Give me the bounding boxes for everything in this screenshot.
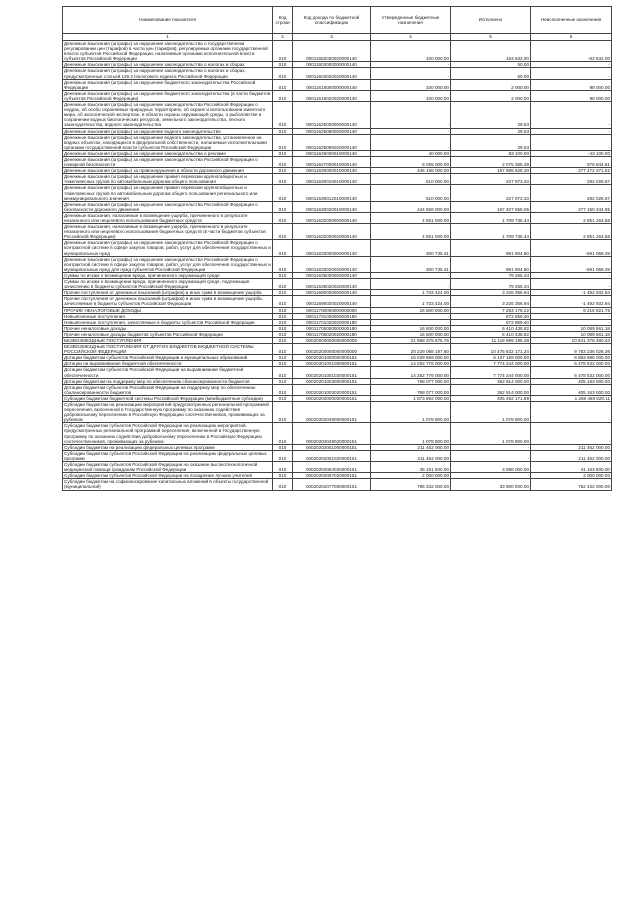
row-name: Денежные взыскания (штрафы) за нарушение законодательства Российской Федерации о контрактной системе в сфере закупок товаров, работ, услуг для обеспечения государственных и муниципальных нужд [64,240,271,256]
row-name: БЕЗВОЗМЕЗДНЫЕ ПОСТУПЛЕНИЯ [63,337,273,343]
row-executed: 872 859.40 [451,319,531,325]
row-remaining: 10 841 376 480.43 [531,337,612,343]
table-row [63,402,612,423]
row-line-code: 010 [273,185,293,201]
row-remaining: 98 000.00 [531,90,612,101]
row-name: Денежные взыскания (штрафы) за нарушение законодательства о налогах и сборах, предусмотренные статьей 129.2 Налогового кодекса Российской Федерации [63,68,273,79]
row-executed: 1 078 800.00 [451,423,531,444]
row-line-code: 010 [273,423,293,444]
row-line-code: 010 [273,102,293,128]
row-line-code: 010 [273,41,293,62]
row-kbk: 00020202000000000151 [293,395,371,401]
table-row [63,174,612,185]
row-line-code: 010 [273,168,293,174]
row-executed: 29.53 [451,128,531,134]
row-approved: 4 561 000.00 [371,224,451,240]
table-row [63,224,612,240]
table-row [63,423,612,444]
row-kbk: 00011705020020000180 [293,331,371,337]
row-executed: 7 774 244 000.00 [451,367,531,378]
row-executed: 11 118 999 195.38 [451,337,531,343]
row-name: Денежные взыскания (штрафы) за нарушение бюджетного законодательства Российской Федерации [63,79,273,90]
row-kbk: 00011625085020000140 [293,134,371,150]
row-executed: 163 632.00 [451,41,531,62]
row-kbk: 00020000000000000000 [293,337,371,343]
row-remaining: 277 150 344.95 [531,201,612,212]
row-remaining: 405 163 000.00 [531,378,612,384]
row-name: Дотации бюджетам на поддержку мер по обеспечению сбалансированности бюджетов [63,378,273,384]
row-name: Субсидии бюджетам на софинансирование капитальных вложений в объекты государственной (муниципальной) [63,479,273,490]
row-executed: 3 226 356.94 [451,290,531,296]
row-executed: 991 804.60 [451,256,531,272]
row-name: Денежные взыскания (штрафы) за нарушение законодательства Российской Федерации о пожарной безопасности [63,156,273,167]
column-number: 5 [451,34,531,41]
row-approved: 8 055 000.00 [371,156,451,167]
row-kbk: 00011627000010000140 [293,156,371,167]
table-row [63,462,612,473]
row-remaining: - [531,68,612,79]
row-kbk: 00011630010010000140 [293,174,371,185]
row-kbk: 00011630020010000140 [293,201,371,212]
row-kbk: 00020202067020000151 [293,473,371,479]
row-name: Денежные взыскания (штрафы) за нарушение водного законодательства [63,128,273,134]
row-executed: 6 410 438.82 [451,331,531,337]
row-approved: 14 252 776 000.00 [371,367,451,378]
row-kbk: 00020202077000000151 [293,479,371,490]
table-row [63,479,612,490]
row-kbk: 00011625080000000140 [293,128,371,134]
row-line-code: 010 [273,325,293,331]
row-remaining: 1 268 469 828.11 [531,395,612,401]
row-approved: 211 462 000.00 [371,444,451,450]
row-kbk: 00020201001020000151 [293,367,371,378]
row-executed: 167 407 655.05 [451,201,531,212]
row-line-code: 010 [273,395,293,401]
row-line-code: 010 [273,367,293,378]
row-approved: 444 558 000.00 [371,201,451,212]
row-approved: 100 000.00 [371,41,451,62]
row-approved: - [371,128,451,134]
row-executed: 2 000.00 [451,79,531,90]
column-number: 3 [293,34,371,41]
table-row [63,296,612,307]
row-approved: - [371,68,451,79]
row-approved: 4 561 000.00 [371,212,451,223]
column-number: 2 [273,34,293,41]
row-executed: 405 492 171.89 [451,395,531,401]
row-executed: 3 998 000.00 [451,462,531,473]
row-kbk: 00011603020020000140 [293,68,371,79]
row-line-code: 010 [273,361,293,367]
row-remaining: 282 026.67 [531,174,612,185]
row-approved: 768 077 000.00 [371,384,451,395]
row-approved: - [371,313,451,319]
row-executed: 2 000.00 [451,90,531,101]
row-approved: 2 000 000.00 [371,473,451,479]
row-line-code: 010 [273,378,293,384]
row-kbk: 00020202051000000151 [293,444,371,450]
header-line-code: Код строки [273,7,293,34]
row-name: Субсидии бюджетам субъектов Российской Федерации на реализацию мероприятий, предусмотренных региональной программой переселения, включенной в Государственную программу по оказанию содействия добровольному переселению в Российскую Федерацию соотечественников, проживающих за рубежом [63,423,273,444]
column-number: 6 [531,34,612,41]
row-kbk: 00020201000000000151 [293,355,371,361]
row-executed: 29.53 [451,134,531,150]
row-remaining: 6 478 532 000.00 [531,361,612,367]
row-kbk: 00011701000000000180 [293,313,371,319]
row-kbk: 00020202049000000151 [293,402,371,423]
row-kbk: 00020202051020000151 [293,450,371,461]
row-name: Субсидии бюджетам бюджетной системы Российской Федерации (межбюджетные субсидии) [63,395,273,401]
row-executed: 7 774 244 000.00 [451,361,531,367]
row-remaining: 9 753 236 026.36 [531,344,612,355]
row-line-code: 010 [273,402,293,423]
row-kbk: 00011603000000000140 [293,62,371,68]
row-kbk: 00020201001000000151 [293,361,371,367]
row-kbk: 00011632000020000140 [293,224,371,240]
row-executed: 167 685 628.30 [451,168,531,174]
row-kbk: 00011635000000000140 [293,272,371,278]
row-kbk: 00011690020020000140 [293,296,371,307]
row-line-code: 010 [273,313,293,319]
row-line-code: 010 [273,201,293,212]
row-kbk: 00020201003020000151 [293,384,371,395]
row-approved: - [371,279,451,290]
row-name: Прочие поступления от денежных взысканий (штрафов) и иных сумм в возмещение ущерба, зачисляемые в бюджеты субъектов Российской Федерации [63,296,273,307]
row-approved: 20 229 068 197.60 [371,344,451,355]
row-remaining: 211 462 000.00 [531,444,612,450]
row-remaining: - [531,128,612,134]
row-name: Дотации бюджетам субъектов Российской Федерации и муниципальных образований [63,355,273,361]
row-remaining: 10 089 561.18 [531,331,612,337]
row-kbk: 00011618000000000140 [293,79,371,90]
row-kbk: 00011625000000000140 [293,102,371,128]
row-approved: 45 161 500.00 [371,462,451,473]
row-name: Субсидии бюджетам на реализацию мероприятий предусмотренных региональной программой переселения, включенной в Государственную программу по оказанию содействия добровольному переселению в Российскую Федерацию соотечественников, проживающих за рубежом [63,402,273,423]
row-remaining: 6 883 695 000.00 [531,355,612,361]
table-row [63,367,612,378]
row-executed: 50.00 [451,62,531,68]
row-approved: 100 000.00 [371,79,451,90]
row-kbk: 00011626000010000140 [293,150,371,156]
row-remaining: - [531,402,612,423]
row-executed: 1 709 735.44 [451,212,531,223]
row-remaining: -1 492 932.94 [531,296,612,307]
header-executed: Исполнено [451,7,531,34]
row-remaining: 10 089 561.18 [531,325,612,331]
row-name: Субсидии бюджетам субъектов Российской Федерации на реализацию федеральных целевых программ [63,450,273,461]
row-line-code: 010 [273,462,293,473]
row-kbk: 00011630000010000140 [293,168,371,174]
row-kbk: 00011700000000000000 [293,307,371,313]
row-remaining: - [531,62,612,68]
row-kbk: 00020202054020000151 [293,462,371,473]
table-row [63,212,612,223]
row-approved: 786 332 000.00 [371,479,451,490]
row-executed: - [451,450,531,461]
row-name: Денежные взыскания, налагаемые в возмещение ущерба, причиненного в результате незаконного или нецелевого использования бюджетных средств (в части бюджетов субъектов Российской Федерации) [63,224,273,240]
table-row [63,102,612,128]
row-remaining: 2 851 264.56 [531,212,612,223]
table-row [63,68,612,79]
row-line-code: 010 [273,79,293,90]
row-name: Прочие поступления от денежных взысканий (штрафов) и иных сумм в возмещение ущерба [63,290,273,296]
row-approved: 510 000.00 [371,185,451,201]
row-line-code: 010 [273,240,293,256]
row-approved: 14 252 776 000.00 [371,361,451,367]
row-approved: 21 958 375 675.76 [371,337,451,343]
table-row [63,450,612,461]
row-approved: 16 500 000.00 [371,307,451,313]
row-kbk: 00020200000000000000 [293,344,371,355]
row-name: Невыясненные поступления [63,313,273,319]
row-remaining: - [531,313,612,319]
row-executed: 362 914 000.00 [451,378,531,384]
row-name: Дотации бюджетам субъектов Российской Федерации на выравнивание бюджетной обеспеченности [63,367,273,378]
table-row [63,344,612,355]
row-remaining: -63 632.00 [531,41,612,62]
row-line-code: 010 [273,355,293,361]
row-line-code: 010 [273,384,293,395]
row-line-code: 010 [273,479,293,490]
row-line-code: 010 [273,450,293,461]
row-executed: 79 265.34 [451,279,531,290]
row-remaining: - [531,279,612,290]
row-executed: 362 914 000.00 [451,384,531,395]
row-kbk: 00011690000000000140 [293,290,371,296]
row-name: Суммы по искам о возмещении вреда, причиненного окружающей среде, подлежащие зачислению в бюджеты субъектов Российской Федерации [63,279,273,290]
row-name: Денежные взыскания, налагаемые в возмещение ущерба, причиненного в результате незаконного или нецелевого использования бюджетных средств [63,212,273,223]
row-remaining: -691 069.29 [531,240,612,256]
table-header-row [63,7,612,34]
row-name: Субсидии бюджетам на реализацию федеральных целевых программ [63,444,273,450]
row-name: Денежные взыскания (штрафы) за нарушение правил перевозки крупногабаритных и тяжеловесных грузов по автомобильным дорогам общего пользования [63,174,273,185]
row-executed: 33 900 000.00 [451,479,531,490]
row-remaining: - [531,134,612,150]
column-number: 1 [63,34,273,41]
row-line-code: 010 [273,90,293,101]
header-kbk: Код дохода по бюджетной классификации [293,7,371,34]
row-name: Прочие неналоговые доходы [63,325,273,331]
row-remaining: -43 100.00 [531,150,612,156]
row-executed: 6 410 438.82 [451,325,531,331]
row-approved: 1 873 892 000.00 [371,395,451,401]
row-kbk: 00011701020020000180 [293,319,371,325]
row-remaining: - [531,272,612,278]
row-remaining: 282 026.67 [531,185,612,201]
table-row [63,185,612,201]
row-line-code: 010 [273,279,293,290]
row-approved: 1 078 800.00 [371,402,451,423]
row-approved: 40 000.00 [371,150,451,156]
row-name: Денежные взыскания (штрафы) за нарушение бюджетного законодательства (в части бюджетов субъектов Российской Федерации) [63,90,273,101]
row-line-code: 010 [273,290,293,296]
row-line-code: 010 [273,62,293,68]
row-line-code: 010 [273,150,293,156]
row-approved: 1 733 424.00 [371,290,451,296]
row-name: Субсидии бюджетам субъектов Российской Федерации на оказание высокотехнологичной медицинской помощи гражданам Российской Федерации [63,462,273,473]
row-line-code: 010 [273,296,293,307]
row-line-code: 010 [273,256,293,272]
row-remaining: - [531,423,612,444]
row-approved: 1 733 424.00 [371,296,451,307]
row-approved: 16 500 000.00 [371,331,451,337]
row-name: БЕЗВОЗМЕЗДНЫЕ ПОСТУПЛЕНИЯ ОТ ДРУГИХ БЮДЖЕТОВ БЮДЖЕТНОЙ СИСТЕМЫ РОССИЙСКОЙ ФЕДЕРАЦИИ [63,344,273,355]
row-executed: 50.00 [451,68,531,79]
row-remaining: 752 432 000.00 [531,479,612,490]
row-approved: 100 000.00 [371,90,451,101]
column-number-row [63,34,612,41]
row-line-code: 010 [273,307,293,313]
row-executed: - [451,444,531,450]
table-body [63,41,612,491]
row-name: Денежные взыскания (штрафы) за нарушение законодательства Российской Федерации о контрактной системе в сфере закупок товаров, работ, услуг для обеспечения государственных и муниципальных нужд для нужд субъектов Российской Федерации [64,256,271,272]
row-line-code: 010 [273,174,293,185]
row-executed: 2 075 365.39 [451,156,531,167]
row-line-code: 010 [273,224,293,240]
row-line-code: 010 [273,444,293,450]
row-kbk: 00011632000000000140 [293,212,371,223]
row-approved: 768 077 000.00 [371,378,451,384]
table-row [63,134,612,150]
row-kbk: 00011630012010000140 [293,185,371,201]
row-kbk: 00011618020020000140 [293,90,371,101]
row-approved: 211 462 000.00 [371,450,451,461]
row-executed: 1 078 800.00 [451,402,531,423]
header-approved: Утвержденные бюджетные назначения [371,7,451,34]
row-remaining: 405 163 000.00 [531,384,612,395]
table-row [63,384,612,395]
row-approved: 300 735.31 [371,240,451,256]
row-line-code: 010 [273,68,293,79]
table-row [63,201,612,212]
row-approved: 300 735.31 [371,256,451,272]
row-line-code: 010 [273,272,293,278]
table-row [63,90,612,101]
row-name: Денежные взыскания (штрафы) за нарушение законодательства Российской Федерации о безопасности дорожного движения [63,201,273,212]
row-name: ПРОЧИЕ НЕНАЛОГОВЫЕ ДОХОДЫ [63,307,273,313]
row-approved: 15 029 859 000.00 [371,355,451,361]
row-name: Денежные взыскания (штрафы) за нарушение законодательства о рекламе [63,150,273,156]
row-executed: 227 973.33 [451,185,531,201]
row-kbk: 00011652030020000140 [293,41,371,62]
row-name: Денежные взыскания (штрафы) за нарушение законодательства о государственном регулировании цен (тарифов) в части цен (тарифов), регулируемых органами государственной власти субъектов Российской Федерации, налагаемые органами исполнительной власти субъектов Российской Федерации [63,41,273,62]
table-row [63,156,612,167]
row-name: Прочие неналоговые доходы бюджетов субъектов Российской Федерации [63,331,273,337]
table-row [63,256,612,272]
row-kbk: 00011633000000000140 [293,240,371,256]
row-name: Субсидии бюджетам субъектов Российской Федерации на поощрение лучших учителей [63,473,273,479]
row-executed: 83 100.00 [451,150,531,156]
row-line-code: 010 [273,128,293,134]
row-line-code: 010 [273,156,293,167]
row-remaining: 211 462 000.00 [531,450,612,461]
row-kbk: 00011635020020000140 [293,279,371,290]
row-name: Суммы по искам о возмещении вреда, причиненного окружающей среде [63,272,273,278]
row-kbk: 00011705000000000180 [293,325,371,331]
row-executed: 3 226 356.94 [451,296,531,307]
row-name: Денежные взыскания (штрафы) за нарушение законодательства Российской Федерации о недрах, об особо охраняемых природных территориях, об охране и использовании животного мира, об экологической экспертизе, в области охраны окружающей среды, о рыболовстве и сохранении водных биологических ресурсов, земельного законодательства, лесного законодательства, водного законодательства [63,102,273,128]
row-executed: 1 709 735.44 [451,224,531,240]
row-remaining: 2 851 264.56 [531,224,612,240]
row-remaining: 2 000 000.00 [531,473,612,479]
row-name: Денежные взыскания (штрафы) за нарушение законодательства о налогах и сборах [63,62,273,68]
row-executed: 10 475 832 171.24 [451,344,531,355]
row-line-code: 010 [273,212,293,223]
row-name: Дотации на выравнивание бюджетной обеспеченности [63,361,273,367]
row-line-code: 010 [273,331,293,337]
row-executed: 872 859.40 [451,313,531,319]
row-executed: 8 137 159 000.00 [451,355,531,361]
row-remaining: -691 069.29 [531,256,612,272]
row-name: Денежные взыскания (штрафы) за нарушение водного законодательства, установленное на водных объектах, находящихся в федеральной собственности, налагаемые исполнительными органами государственной власти субъектов Российской Федерации [63,134,273,150]
row-executed: 991 804.60 [451,240,531,256]
row-name: Денежные взыскания (штрафы) за нарушение правил перевозки крупногабаритных и тяжеловесных грузов по автомобильным дорогам общего пользования регионального или межмуниципального значения [63,185,273,201]
row-remaining: - [531,319,612,325]
row-line-code: 010 [273,319,293,325]
header-name: Наименование показателя [63,7,273,34]
row-line-code: 010 [273,337,293,343]
row-executed: 29.53 [451,102,531,128]
row-remaining: 98 000.00 [531,79,612,90]
row-kbk: 00011633020020000140 [293,256,371,272]
row-name: Невыясненные поступления, зачисляемые в бюджеты субъектов Российской Федерации [63,319,273,325]
row-executed: - [451,473,531,479]
row-line-code: 010 [273,344,293,355]
table-row [63,41,612,62]
row-approved: 16 500 000.00 [371,325,451,331]
table-row [63,79,612,90]
row-remaining: 41 163 500.00 [531,462,612,473]
table-row [63,279,612,290]
row-approved: - [371,102,451,128]
column-number: 4 [371,34,451,41]
row-executed: 227 973.33 [451,174,531,185]
row-approved: - [371,134,451,150]
row-executed: 7 283 178.22 [451,307,531,313]
header-remaining: Неисполненные назначения [531,7,612,34]
row-name: Дотации бюджетам субъектов Российской Федерации на поддержку мер по обеспечению сбалансированности бюджетов [63,384,273,395]
table-row [63,240,612,256]
row-kbk: 00020202049020000151 [293,423,371,444]
row-approved: - [371,62,451,68]
row-approved: 445 158 000.00 [371,168,451,174]
row-name: Денежные взыскания (штрафы) за правонарушения в области дорожного движения [63,168,273,174]
row-remaining: 6 478 532 000.00 [531,367,612,378]
row-remaining: 277 472 371.62 [531,168,612,174]
row-kbk: 00020201003000000151 [293,378,371,384]
row-remaining: -1 492 932.94 [531,290,612,296]
row-approved: 510 000.00 [371,174,451,185]
row-line-code: 010 [273,134,293,150]
revenue-execution-table [62,6,612,491]
row-remaining: - [531,102,612,128]
row-line-code: 010 [273,473,293,479]
row-approved: 1 078 800.00 [371,423,451,444]
row-approved: - [371,272,451,278]
row-executed: 79 265.34 [451,272,531,278]
row-remaining: 979 844.61 [531,156,612,167]
row-approved: - [371,319,451,325]
row-remaining: 9 216 821.78 [531,307,612,313]
